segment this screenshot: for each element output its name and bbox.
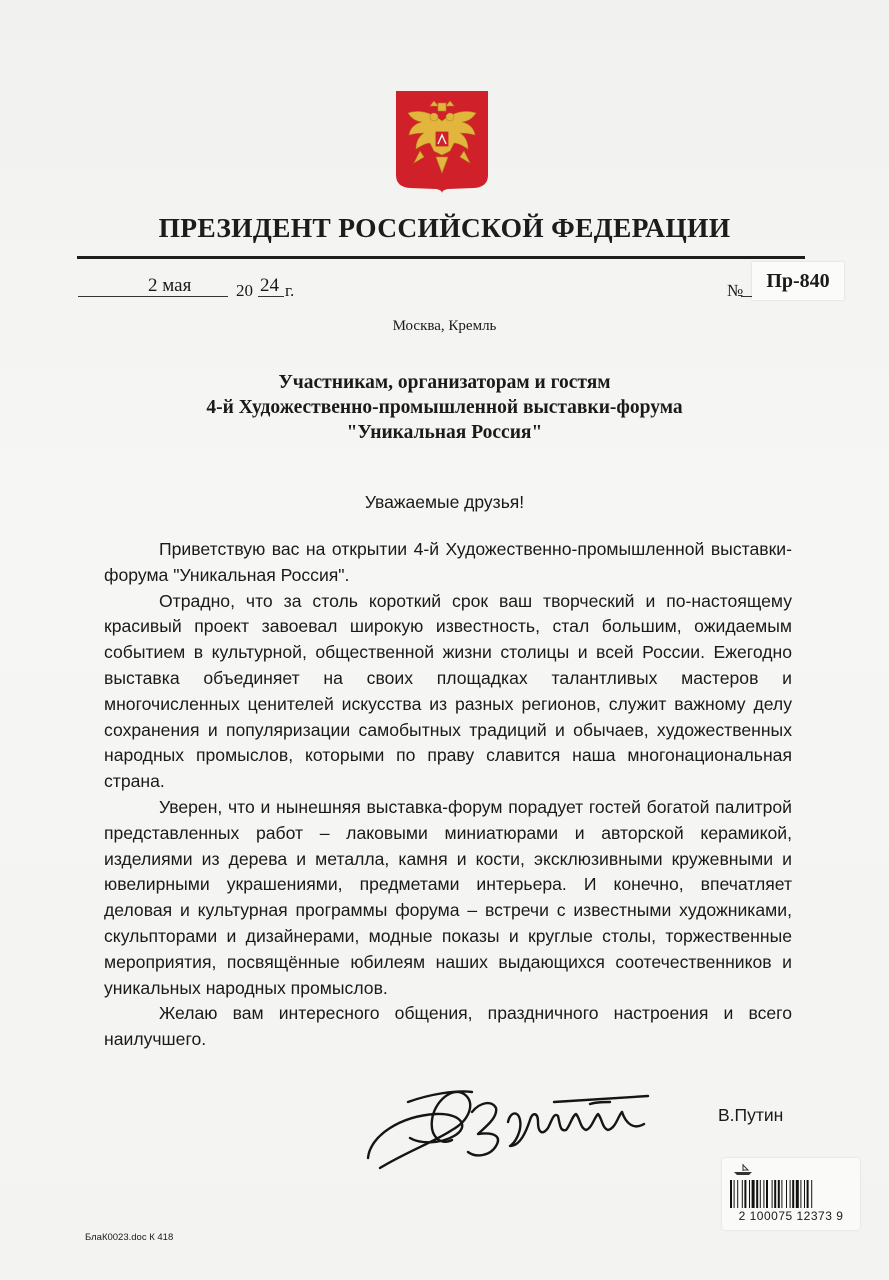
- addressee-block: [0, 370, 889, 445]
- title-divider: [77, 256, 805, 259]
- body-paragraph: Приветствую вас на открытии 4-й Художественно-промышленной выставки-форума "Уникальная Россия".: [104, 539, 792, 585]
- barcode-icon: [730, 1180, 852, 1208]
- page-title: ПРЕЗИДЕНТ РОССИЙСКОЙ ФЕДЕРАЦИИ: [158, 212, 731, 243]
- barcode-sticker: [722, 1158, 860, 1230]
- barcode-number: 2 100075 12373 9: [738, 1209, 844, 1223]
- handwritten-signature-icon: [360, 1072, 680, 1182]
- body-paragraph: Отрадно, что за столь короткий срок ваш творческий и по-настоящему красивый проект завоевал широкую известность, стал большим, ожидаемым событием в культурной, общественной жизни столицы и всей России. Ежегодно выставка объединяет на своих площадках талантливых мастеров и многочисленных ценителей искусства из разных регионов, служит важному делу сохранения и популяризации самобытных традиций и обычаев, художественных народных промыслов, которыми по праву славится наша многонациональная страна.: [104, 590, 792, 792]
- signer-name: В.Путин: [718, 1105, 784, 1125]
- addressee-line: 4-й Художественно-промышленной выставки-форума: [206, 397, 683, 418]
- addressee-line: Участникам, организаторам и гостям: [278, 372, 611, 393]
- date-year: 24: [260, 275, 279, 296]
- date-suffix: г.: [285, 281, 295, 300]
- addressee-line: "Уникальная Россия": [346, 422, 543, 443]
- coat-of-arms-icon: [396, 91, 488, 193]
- ship-logo-icon: [732, 1162, 754, 1176]
- number-sign: №: [727, 281, 744, 300]
- document-date: 2 мая: [148, 275, 192, 296]
- date-century: 20: [236, 281, 253, 300]
- letter-body: [104, 537, 792, 1053]
- document-place: Москва, Кремль: [392, 318, 497, 334]
- body-paragraph: Уверен, что и нынешняя выставка-форум порадует гостей богатой палитрой представленных работ – лаковыми миниатюрами и авторской керамикой, изделиями из дерева и металла, камня и кости, эксклюзивными кружевными и ювелирными украшениями, предметами интерьера. И конечно, впечатляет деловая и культурная программы форума – встречи с известными художниками, скульпторами и дизайнерами, модные показы и круглые столы, торжественные мероприятия, посвящённые юбилеям наших выдающихся соотечественников и уникальных народных промыслов.: [104, 796, 792, 998]
- footer-file-code: БлаК0023.doc К 418: [85, 1232, 174, 1243]
- body-paragraph: Желаю вам интересного общения, праздничного настроения и всего наилучшего.: [104, 1003, 792, 1050]
- greeting: Уважаемые друзья!: [364, 492, 525, 512]
- document-number-stamp: Пр-840: [752, 262, 844, 300]
